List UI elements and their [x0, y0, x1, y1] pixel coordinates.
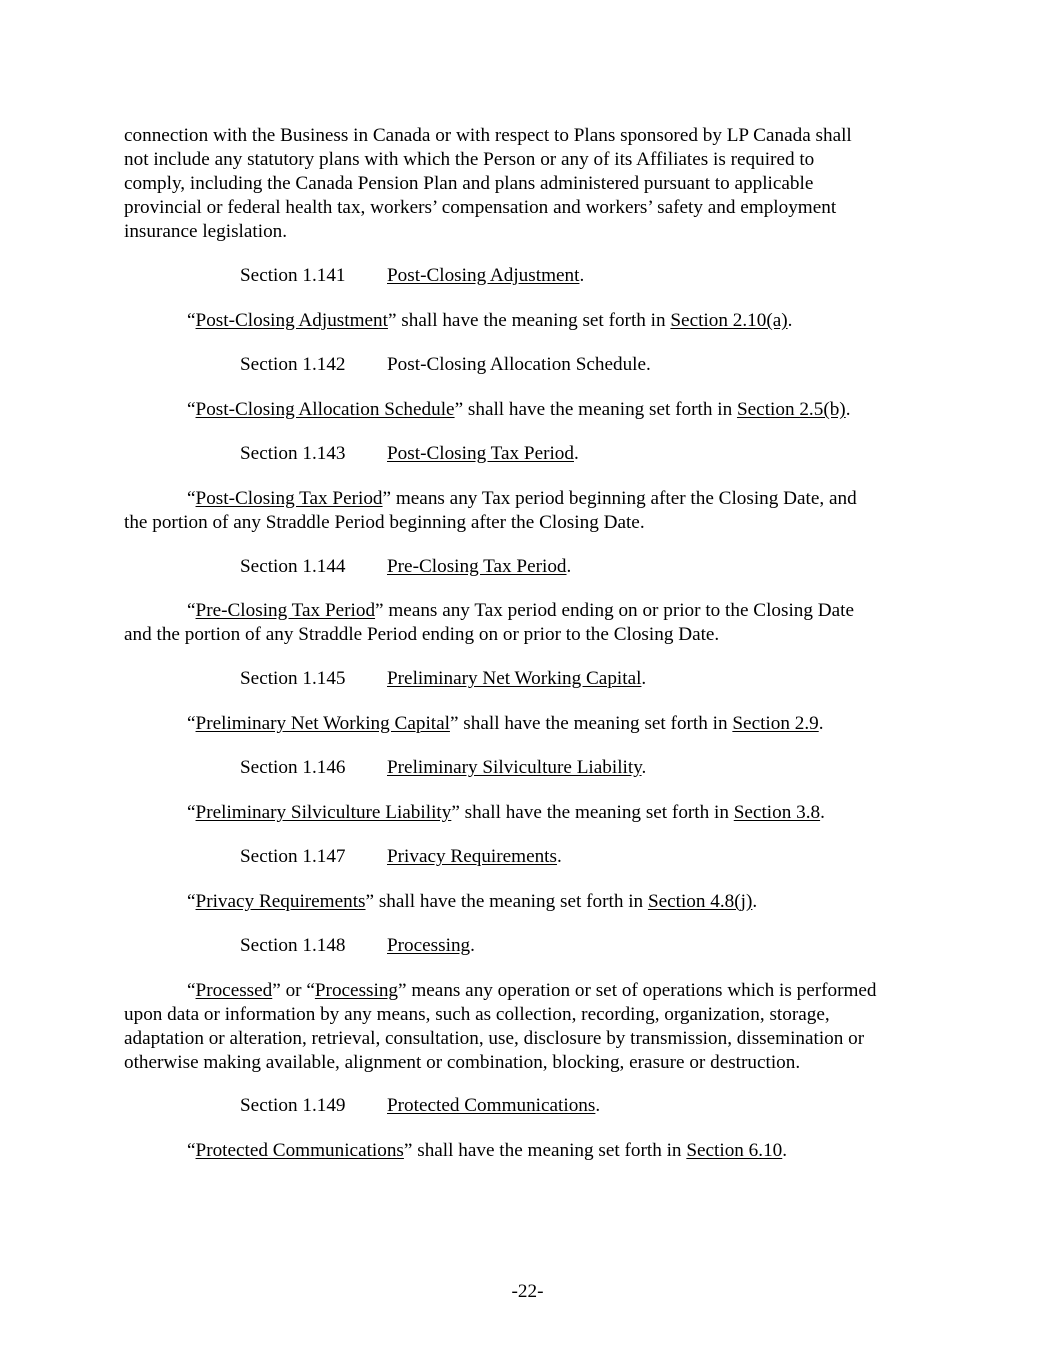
section-reference: Section 4.8(j) — [647, 891, 753, 912]
definition-1-147: “Privacy Requirements” shall have the meaning set forth in Section 4.8(j). — [187, 891, 758, 912]
section-number: Section 1.141 — [240, 265, 346, 286]
section-heading-1-145: Section 1.145 Preliminary Net Working Capital. — [240, 668, 647, 689]
section-reference: Section 2.5(b) — [736, 399, 846, 420]
section-title: Privacy Requirements — [387, 846, 557, 867]
section-number: Section 1.143 — [240, 443, 346, 464]
intro-paragraph — [124, 124, 944, 244]
definition-1-144: “Pre-Closing Tax Period” means any Tax period ending on or prior to the Closing Date and the portion of any Straddle Period ending on or prior to the Closing Date. — [124, 600, 855, 645]
section-number: Section 1.144 — [240, 556, 346, 577]
defined-term: Post-Closing Allocation Schedule — [195, 399, 455, 420]
defined-term: Preliminary Silviculture Liability — [195, 802, 452, 823]
defined-term: Post-Closing Adjustment — [195, 310, 388, 331]
intro-line: connection with the Business in Canada or with respect to Plans sponsored by LP Canada shall — [124, 125, 852, 146]
section-title: Protected Communications — [387, 1095, 596, 1116]
section-heading-1-147: Section 1.147 Privacy Requirements. — [240, 846, 562, 867]
section-title: Pre-Closing Tax Period — [387, 556, 567, 577]
section-heading-1-149: Section 1.149 Protected Communications. — [240, 1095, 601, 1116]
section-reference: Section 6.10 — [686, 1140, 783, 1161]
definition-1-149: “Protected Communications” shall have the meaning set forth in Section 6.10. — [187, 1140, 788, 1161]
definition-1-145: “Preliminary Net Working Capital” shall have the meaning set forth in Section 2.9. — [187, 713, 824, 734]
defined-term: Privacy Requirements — [195, 891, 366, 912]
section-heading-1-146: Section 1.146 Preliminary Silviculture Liability. — [240, 757, 647, 778]
section-number: Section 1.148 — [240, 935, 346, 956]
section-title: Post-Closing Tax Period — [387, 443, 574, 464]
section-number: Section 1.149 — [240, 1095, 346, 1116]
section-heading-1-142: Section 1.142 Post-Closing Allocation Schedule. — [240, 354, 651, 375]
page-number: -22- — [511, 1281, 544, 1302]
section-number: Section 1.142 — [240, 354, 346, 375]
intro-line: provincial or federal health tax, workers’ compensation and workers’ safety and employment — [124, 197, 837, 218]
section-title: Post-Closing Adjustment — [387, 265, 580, 286]
defined-term: Pre-Closing Tax Period — [195, 600, 376, 621]
section-reference: Section 2.9 — [732, 713, 819, 734]
definition-1-143: “Post-Closing Tax Period” means any Tax period beginning after the Closing Date, and the portion of any Straddle Period beginning after the Closing Date. — [124, 488, 857, 533]
defined-term: Post-Closing Tax Period — [195, 488, 383, 509]
section-number: Section 1.146 — [240, 757, 346, 778]
definition-1-141: “Post-Closing Adjustment” shall have the meaning set forth in Section 2.10(a). — [187, 310, 793, 331]
section-number: Section 1.147 — [240, 846, 346, 867]
defined-term: Protected Communications — [195, 1140, 404, 1161]
section-heading-1-144: Section 1.144 Pre-Closing Tax Period. — [240, 556, 572, 577]
defined-term: Processed — [195, 980, 273, 1001]
section-title: Post-Closing Allocation Schedule — [387, 354, 647, 375]
definition-1-146: “Preliminary Silviculture Liability” shall have the meaning set forth in Section 3.8. — [187, 802, 825, 823]
definition-1-142: “Post-Closing Allocation Schedule” shall have the meaning set forth in Section 2.5(b). — [187, 399, 851, 420]
section-reference: Section 2.10(a) — [670, 310, 788, 331]
defined-term: Processing — [314, 980, 399, 1001]
section-number: Section 1.145 — [240, 668, 346, 689]
intro-line: insurance legislation. — [124, 221, 288, 242]
definition-1-148: “Processed” or “Processing” means any operation or set of operations which is performed upon data or information by any means, such as collection, recording, organization, storage, adaptation or alteration, retrieval, consultation, use, disclosure by transmission, dissemination or otherwise making available, alignment or combination, blocking, erasure or destruction. — [124, 980, 877, 1073]
section-title: Preliminary Net Working Capital — [387, 668, 642, 689]
defined-term: Preliminary Net Working Capital — [195, 713, 450, 734]
section-title: Processing — [387, 935, 471, 956]
intro-line: comply, including the Canada Pension Plan and plans administered pursuant to applicable — [124, 173, 814, 194]
section-heading-1-148: Section 1.148 Processing. — [240, 935, 475, 956]
section-reference: Section 3.8 — [733, 802, 821, 823]
section-title: Preliminary Silviculture Liability — [387, 757, 642, 778]
intro-line: not include any statutory plans with which the Person or any of its Affiliates is required to — [124, 149, 815, 170]
section-heading-1-143: Section 1.143 Post-Closing Tax Period. — [240, 443, 579, 464]
section-heading-1-141: Section 1.141 Post-Closing Adjustment. — [240, 265, 585, 286]
